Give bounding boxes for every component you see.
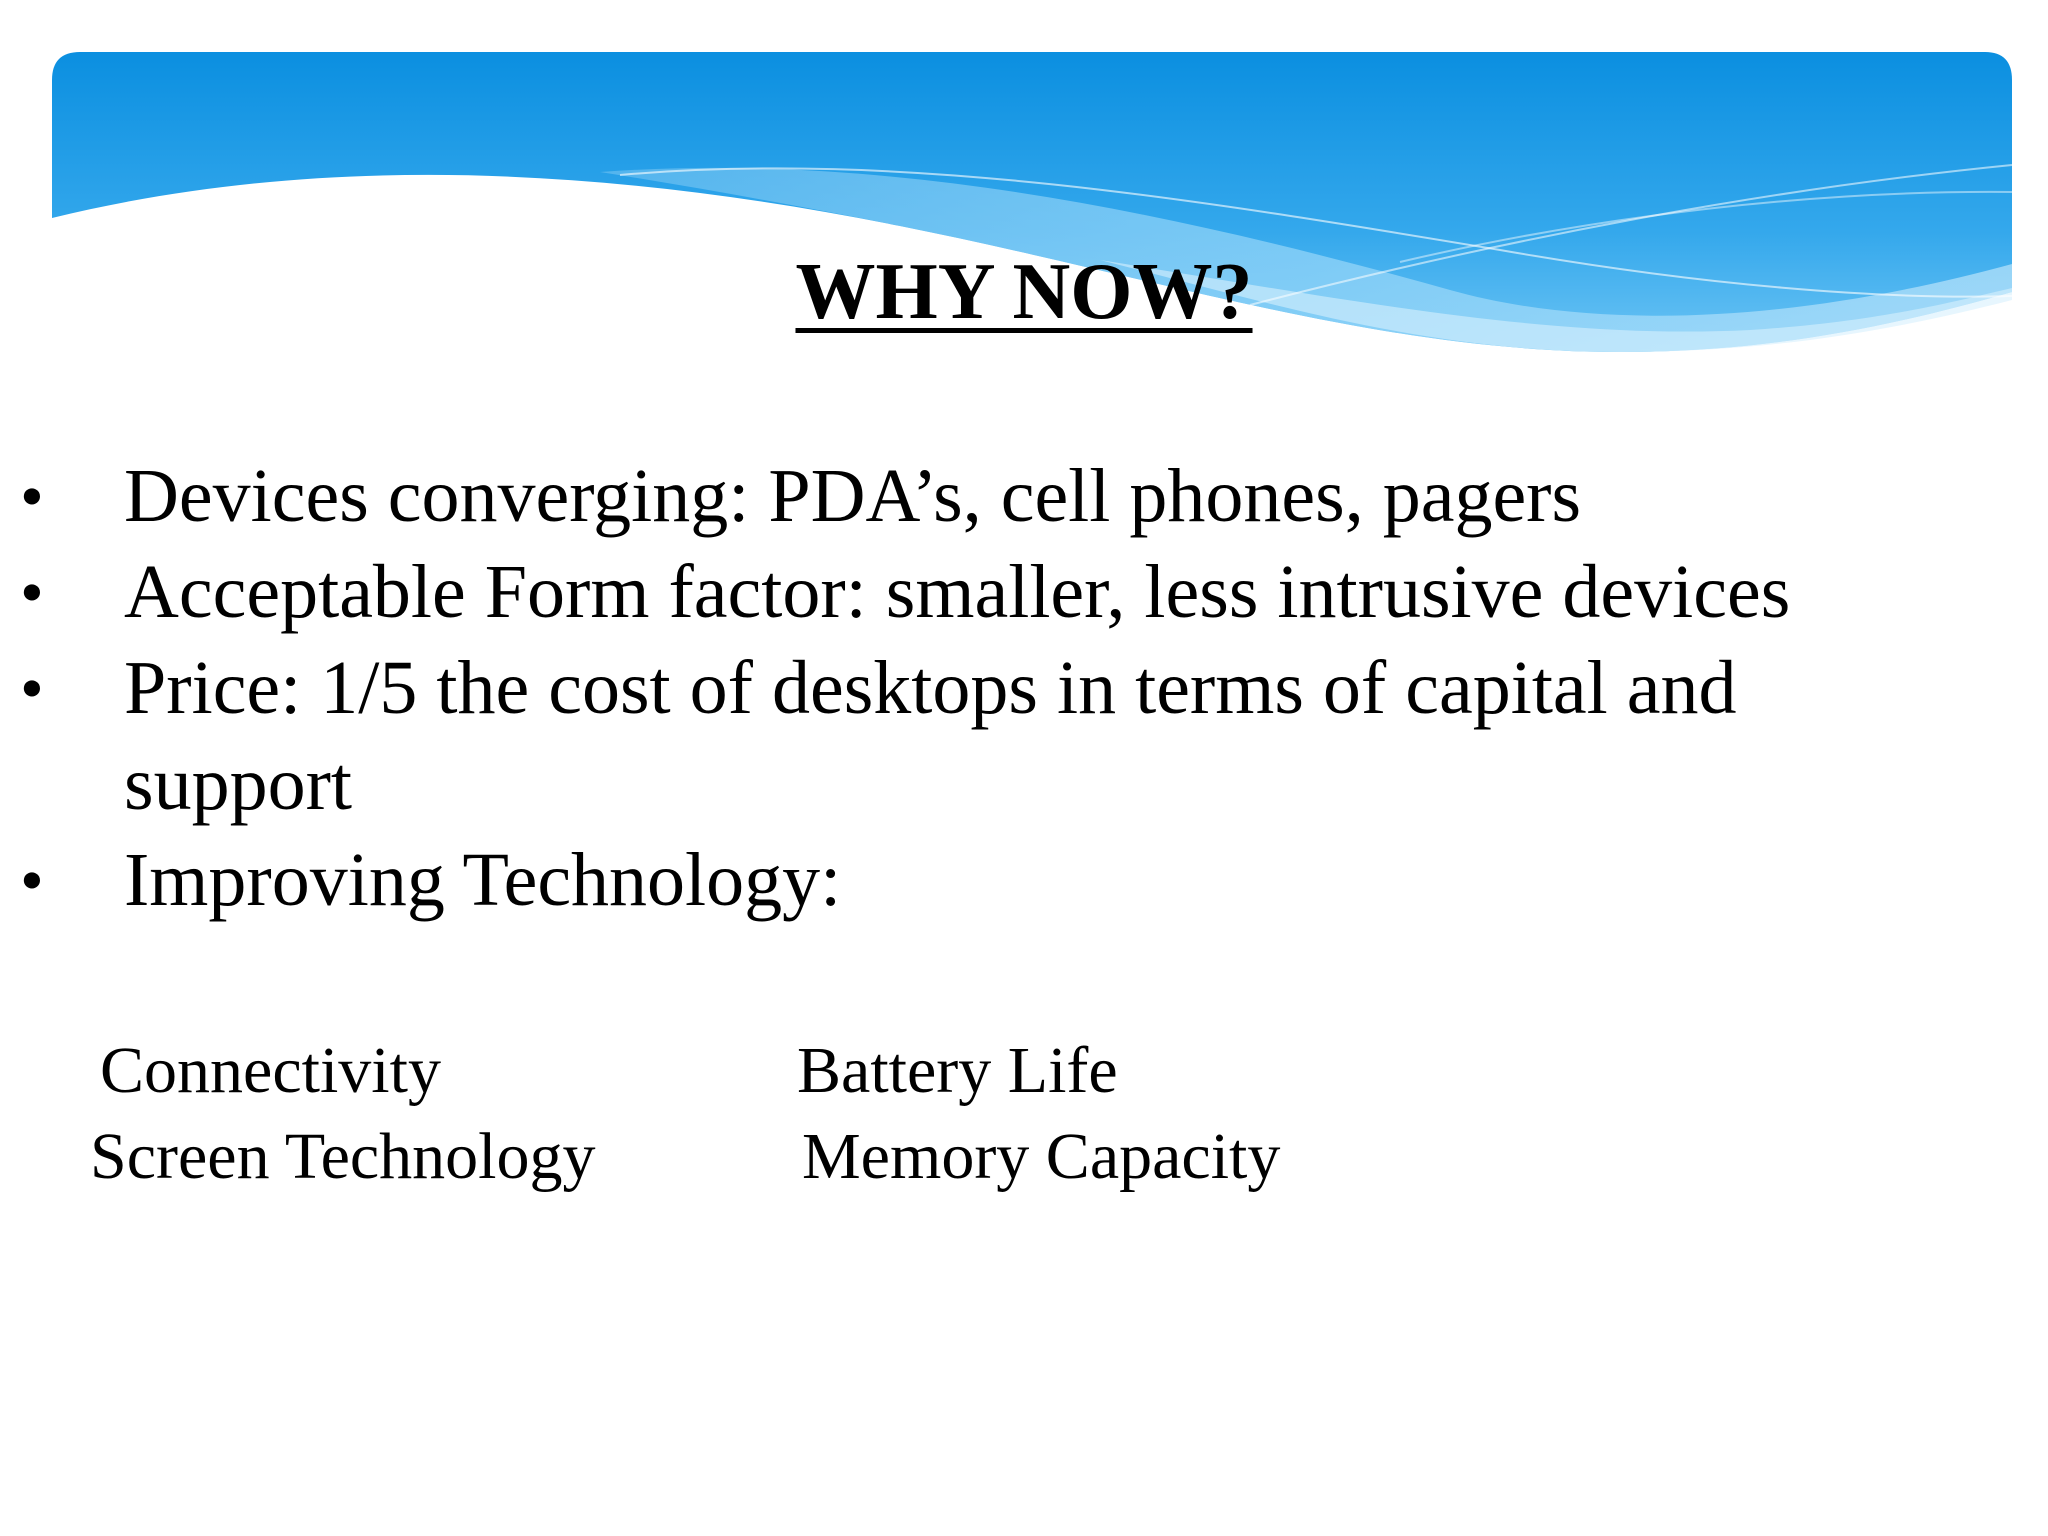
slide-title: [0, 248, 2048, 336]
bullet-text: Acceptable Form factor: smaller, less intrusive devices: [124, 550, 1791, 634]
bullet-dot-icon: •: [20, 554, 44, 630]
bullet-text: Price: 1/5 the cost of desktops in terms of capital and support: [124, 646, 1737, 826]
bullet-list: [0, 448, 2000, 928]
bullet-dot-icon: •: [20, 650, 44, 726]
bullet-item: [0, 544, 1924, 640]
bullet-item: [0, 448, 1924, 544]
bullet-text: Improving Technology:: [124, 838, 842, 922]
tech-screen-technology: Screen Technology: [90, 1120, 596, 1193]
tech-battery-life: Battery Life: [797, 1034, 1118, 1107]
bullet-item: [0, 640, 1924, 832]
tech-connectivity: Connectivity: [100, 1034, 441, 1107]
bullet-item: [0, 832, 1924, 928]
bullet-dot-icon: •: [20, 842, 44, 918]
bullet-text: Devices converging: PDA’s, cell phones, pagers: [124, 454, 1582, 538]
bullet-dot-icon: •: [20, 458, 44, 534]
technology-list: [0, 1030, 2048, 1230]
slide-title-text: WHY NOW?: [795, 248, 1253, 336]
tech-memory-capacity: Memory Capacity: [802, 1120, 1281, 1193]
